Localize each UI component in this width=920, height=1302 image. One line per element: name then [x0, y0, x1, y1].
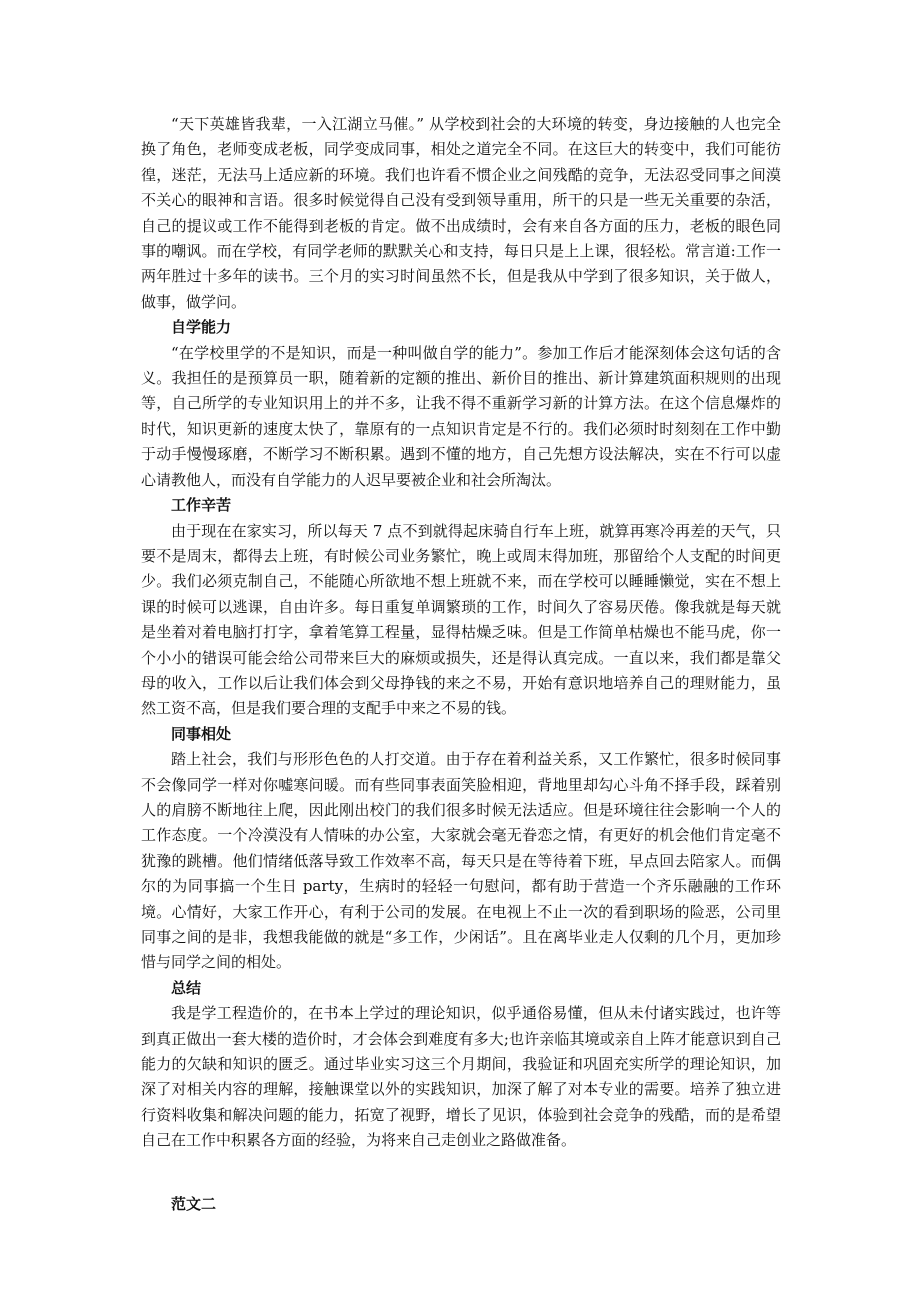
paragraph-intro: “天下英雄皆我辈，一入江湖立马催。” 从学校到社会的大环境的转变，身边接触的人也完全换了角色，老师变成老板，同学变成同事，相处之道完全不同。在这巨大的转变中，我们可能彷徨，迷茫，无法马上适应新的环境。我们也许看不惯企业之间残酷的竞争，无法忍受同事之间漠不关心的眼神和言语。很多时候觉得自己没有受到领导重用，所干的只是一些无关重要的杂活，自己的提议或工作不能得到老板的肯定。做不出成绩时，会有来自各方面的压力，老板的眼色同事的嘲讽。而在学校，有同学老师的默默关心和支持，每日只是上上课，很轻松。常言道:工作一两年胜过十多年的读书。三个月的实习时间虽然不长，但是我从中学到了很多知识，关于做人，做事，做学问。: [141, 115, 781, 311]
document-body: [141, 112, 781, 1217]
section-heading-colleagues: 同事相处: [171, 724, 232, 743]
paragraph-summary: 我是学工程造价的，在书本上学过的理论知识，似乎通俗易懂，但从未付诸实践过，也许等到真正做出一套大楼的造价时，才会体会到难度有多大;也许亲临其境或亲自上阵才能意识到自己能力的欠缺和知识的匮乏。通过毕业实习这三个月期间，我验证和巩固充实所学的理论知识，加深了对相关内容的理解，接触课堂以外的实践知识，加深了解了对本专业的需要。培养了独立进行资料收集和解决问题的能力，拓宽了视野，增长了见识，体验到社会竞争的残酷，而的是希望自己在工作中积累各方面的经验，为将来自己走创业之路做准备。: [141, 1004, 781, 1150]
paragraph-self-learning: “在学校里学的不是知识，而是一种叫做自学的能力”。参加工作后才能深刻体会这句话的含义。我担任的是预算员一职，随着新的定额的推出、新价目的推出、新计算建筑面积规则的出现等，自己所学的专业知识用上的并不多，让我不得不重新学习新的计算方法。在这个信息爆炸的时代，知识更新的速度太快了，靠原有的一点知识肯定是不行的。我们必须时时刻刻在工作中勤于动手慢慢琢磨，不断学习不断积累。遇到不懂的地方，自己先想方设法解决，实在不行可以虚心请教他人，而没有自学能力的人迟早要被企业和社会所淘汰。: [141, 343, 781, 489]
section-heading-sample-two: 范文二: [171, 1194, 217, 1213]
section-heading-summary: 总结: [171, 978, 202, 997]
blank-spacer: [141, 1154, 781, 1192]
section-heading-hard-work: 工作辛苦: [171, 496, 232, 515]
section-heading-self-learning: 自学能力: [171, 318, 232, 337]
paragraph-colleagues: 踏上社会，我们与形形色色的人打交道。由于存在着利益关系，又工作繁忙，很多时候同事不会像同学一样对你嘘寒问暖。而有些同事表面笑脸相迎，背地里却勾心斗角不择手段，踩着别人的肩膀不断地往上爬，因此刚出校门的我们很多时候无法适应。但是环境往往会影响一个人的工作态度。一个冷漠没有人情味的办公室，大家就会毫无眷恋之情，有更好的机会他们肯定毫不犹豫的跳槽。他们情绪低落导致工作效率不高，每天只是在等待着下班，早点回去陪家人。而偶尔的为同事搞一个生日 party，生病时的轻轻一句慰问，都有助于营造一个齐乐融融的工作环境。心情好，大家工作开心，有利于公司的发展。在电视上不止一次的看到职场的险恶，公司里同事之间的是非，我想我能做的就是“多工作，少闲话”。且在离毕业走人仅剩的几个月，更加珍惜与同学之间的相处。: [141, 750, 781, 972]
paragraph-hard-work: 由于现在在家实习，所以每天 7 点不到就得起床骑自行车上班，就算再寒冷再差的天气，只要不是周末，都得去上班，有时候公司业务繁忙，晚上或周末得加班，那留给个人支配的时间更少。我们必须克制自己，不能随心所欲地不想上班就不来，而在学校可以睡睡懒觉，实在不想上课的时候可以逃课，自由许多。每日重复单调繁琐的工作，时间久了容易厌倦。像我就是每天就是坐着对着电脑打打字，拿着笔算工程量，显得枯燥乏味。但是工作简单枯燥也不能马虎，你一个小小的错误可能会给公司带来巨大的麻烦或损失，还是得认真完成。一直以来，我们都是靠父母的收入，工作以后让我们体会到父母挣钱的来之不易，开始有意识地培养自己的理财能力，虽然工资不高，但是我们要合理的支配手中来之不易的钱。: [141, 521, 781, 718]
